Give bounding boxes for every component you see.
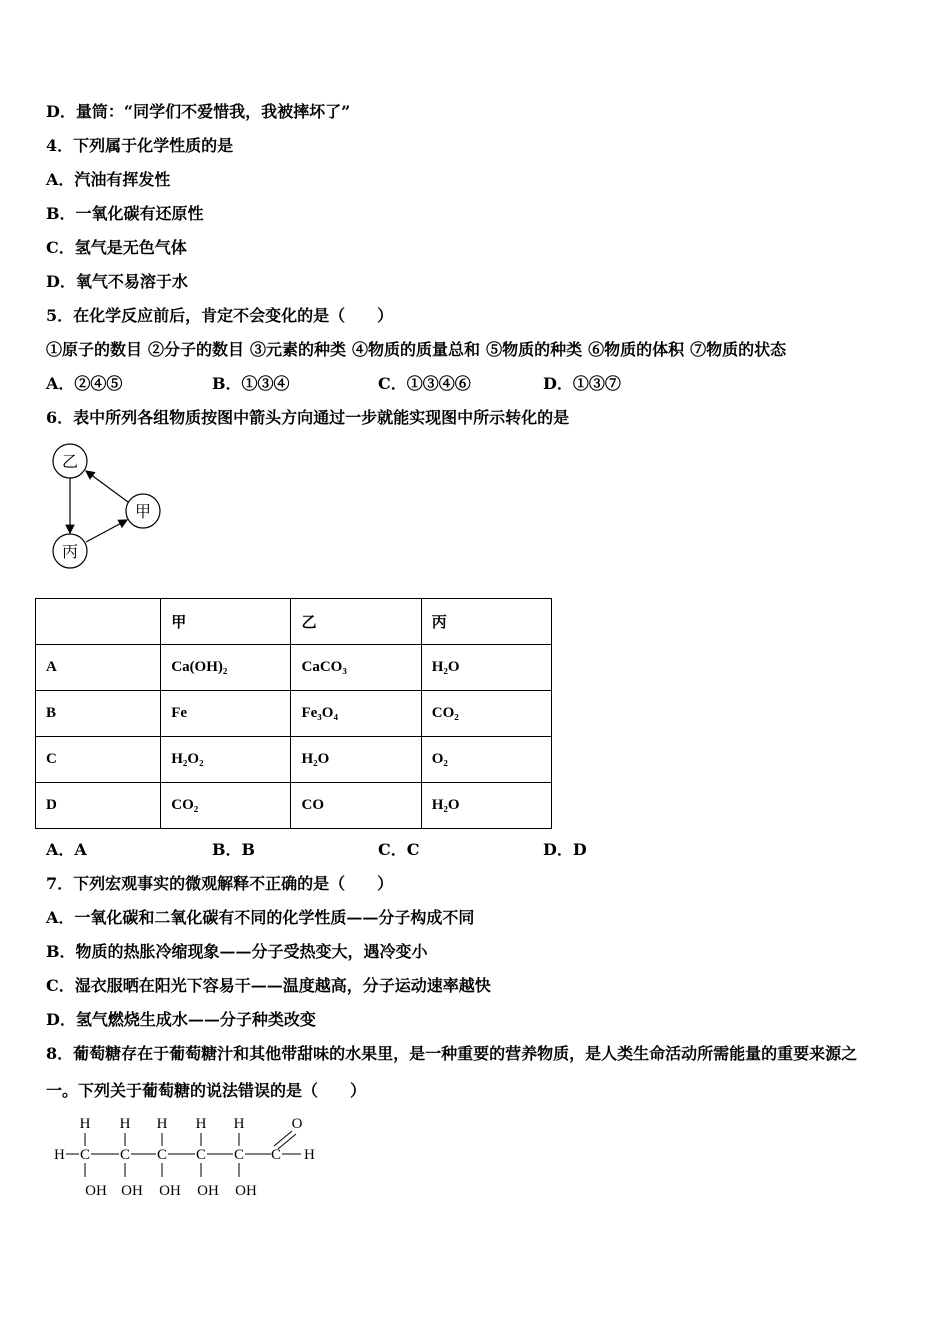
table-cell: CO₂ bbox=[161, 783, 291, 829]
atom-c: C bbox=[79, 1147, 91, 1163]
double-bond bbox=[274, 1131, 292, 1146]
conversion-diagram bbox=[40, 438, 180, 578]
q5-item: ⑤物质的种类 bbox=[486, 340, 583, 359]
group-oh: OH bbox=[235, 1183, 257, 1199]
q5-item: ④物质的质量总和 bbox=[352, 340, 481, 359]
q5-stem: 5．在化学反应前后，肯定不会变化的是（ ） bbox=[46, 306, 394, 325]
atom-c: C bbox=[119, 1147, 131, 1163]
q4-option-d: D．氧气不易溶于水 bbox=[46, 272, 188, 291]
arrow-bing-to-jia bbox=[86, 520, 127, 542]
q5-item: ⑥物质的体积 bbox=[588, 340, 685, 359]
q7-option-c: C．湿衣服晒在阳光下容易干——温度越高，分子运动速率越快 bbox=[46, 976, 491, 995]
q6-stem: 6．表中所列各组物质按图中箭头方向通过一步就能实现图中所示转化的是 bbox=[46, 408, 570, 427]
table-cell: Ca(OH)₂ bbox=[161, 645, 291, 691]
group-oh: OH bbox=[197, 1183, 219, 1199]
q8-stem-line1: 8．葡萄糖存在于葡萄糖汁和其他带甜味的水果里，是一种重要的营养物质，是人类生命活动所需能量的重要来源之 bbox=[46, 1044, 858, 1063]
atom-h: H bbox=[195, 1116, 207, 1132]
q5-item: ③元素的种类 bbox=[250, 340, 347, 359]
q7-option-d: D．氢气燃烧生成水——分子种类改变 bbox=[46, 1010, 316, 1029]
q4-stem: 4．下列属于化学性质的是 bbox=[46, 136, 234, 155]
q6-option-a: A．A bbox=[46, 840, 87, 859]
substance-table bbox=[35, 598, 552, 829]
group-oh: OH bbox=[85, 1183, 107, 1199]
q6-option-d: D．D bbox=[543, 840, 587, 859]
q6-option-c: C．C bbox=[378, 840, 420, 859]
table-row bbox=[36, 737, 552, 783]
q5-items bbox=[46, 340, 792, 360]
q5-option-c: C．①③④⑥ bbox=[378, 374, 471, 393]
table-cell: CO bbox=[291, 783, 421, 829]
table-cell: C bbox=[36, 737, 161, 783]
yi-label: 乙 bbox=[61, 452, 79, 471]
atom-c: C bbox=[195, 1147, 207, 1163]
atom-h: H bbox=[54, 1147, 65, 1163]
table-cell: A bbox=[36, 645, 161, 691]
q7-stem: 7．下列宏观事实的微观解释不正确的是（ ） bbox=[46, 874, 394, 893]
q4-option-a: A．汽油有挥发性 bbox=[46, 170, 171, 189]
table-row bbox=[36, 645, 552, 691]
q5-item: ②分子的数目 bbox=[148, 340, 245, 359]
atom-c: C bbox=[233, 1147, 245, 1163]
q4-option-b: B．一氧化碳有还原性 bbox=[46, 204, 204, 223]
q3-option-d: D．量筒：“同学们不爱惜我，我被摔坏了” bbox=[46, 102, 351, 121]
q6-option-b: B．B bbox=[212, 840, 256, 859]
arrow-jia-to-yi bbox=[86, 471, 128, 502]
table-cell: H₂O bbox=[421, 645, 551, 691]
atom-h: H bbox=[304, 1147, 315, 1163]
glucose-structure bbox=[48, 1110, 328, 1210]
q8-stem-line2: 一。下列关于葡萄糖的说法错误的是（ ） bbox=[46, 1081, 367, 1100]
q5-option-b: B．①③④ bbox=[212, 374, 290, 393]
group-oh: OH bbox=[121, 1183, 143, 1199]
table-header-row bbox=[36, 599, 552, 645]
atom-h: H bbox=[79, 1116, 91, 1132]
jia-label: 甲 bbox=[134, 502, 152, 521]
table-cell: CaCO₃ bbox=[291, 645, 421, 691]
atom-c: C bbox=[270, 1147, 282, 1163]
table-cell bbox=[36, 599, 161, 645]
q5-option-d: D．①③⑦ bbox=[543, 374, 621, 393]
table-cell: H₂O bbox=[291, 737, 421, 783]
table-cell: H₂O₂ bbox=[161, 737, 291, 783]
table-cell: H₂O bbox=[421, 783, 551, 829]
table-cell: B bbox=[36, 691, 161, 737]
atom-h: H bbox=[119, 1116, 131, 1132]
q4-option-c: C．氢气是无色气体 bbox=[46, 238, 187, 257]
atom-h: H bbox=[156, 1116, 168, 1132]
atom-o: O bbox=[291, 1116, 303, 1132]
table-cell: 丙 bbox=[421, 599, 551, 645]
q5-option-a: A．②④⑤ bbox=[46, 374, 123, 393]
atom-h: H bbox=[233, 1116, 245, 1132]
table-cell: D bbox=[36, 783, 161, 829]
q5-item: ⑦物质的状态 bbox=[690, 340, 787, 359]
table-cell: O₂ bbox=[421, 737, 551, 783]
table-cell: CO₂ bbox=[421, 691, 551, 737]
q7-option-b: B．物质的热胀冷缩现象——分子受热变大，遇冷变小 bbox=[46, 942, 428, 961]
q5-item: ①原子的数目 bbox=[46, 340, 143, 359]
table-cell: Fe bbox=[161, 691, 291, 737]
table-cell: 乙 bbox=[291, 599, 421, 645]
table-cell: 甲 bbox=[161, 599, 291, 645]
atom-c: C bbox=[156, 1147, 168, 1163]
table-row bbox=[36, 691, 552, 737]
table-cell: Fe₃O₄ bbox=[291, 691, 421, 737]
q7-option-a: A．一氧化碳和二氧化碳有不同的化学性质——分子构成不同 bbox=[46, 908, 475, 927]
bing-label: 丙 bbox=[61, 542, 79, 561]
group-oh: OH bbox=[159, 1183, 181, 1199]
table-row bbox=[36, 783, 552, 829]
